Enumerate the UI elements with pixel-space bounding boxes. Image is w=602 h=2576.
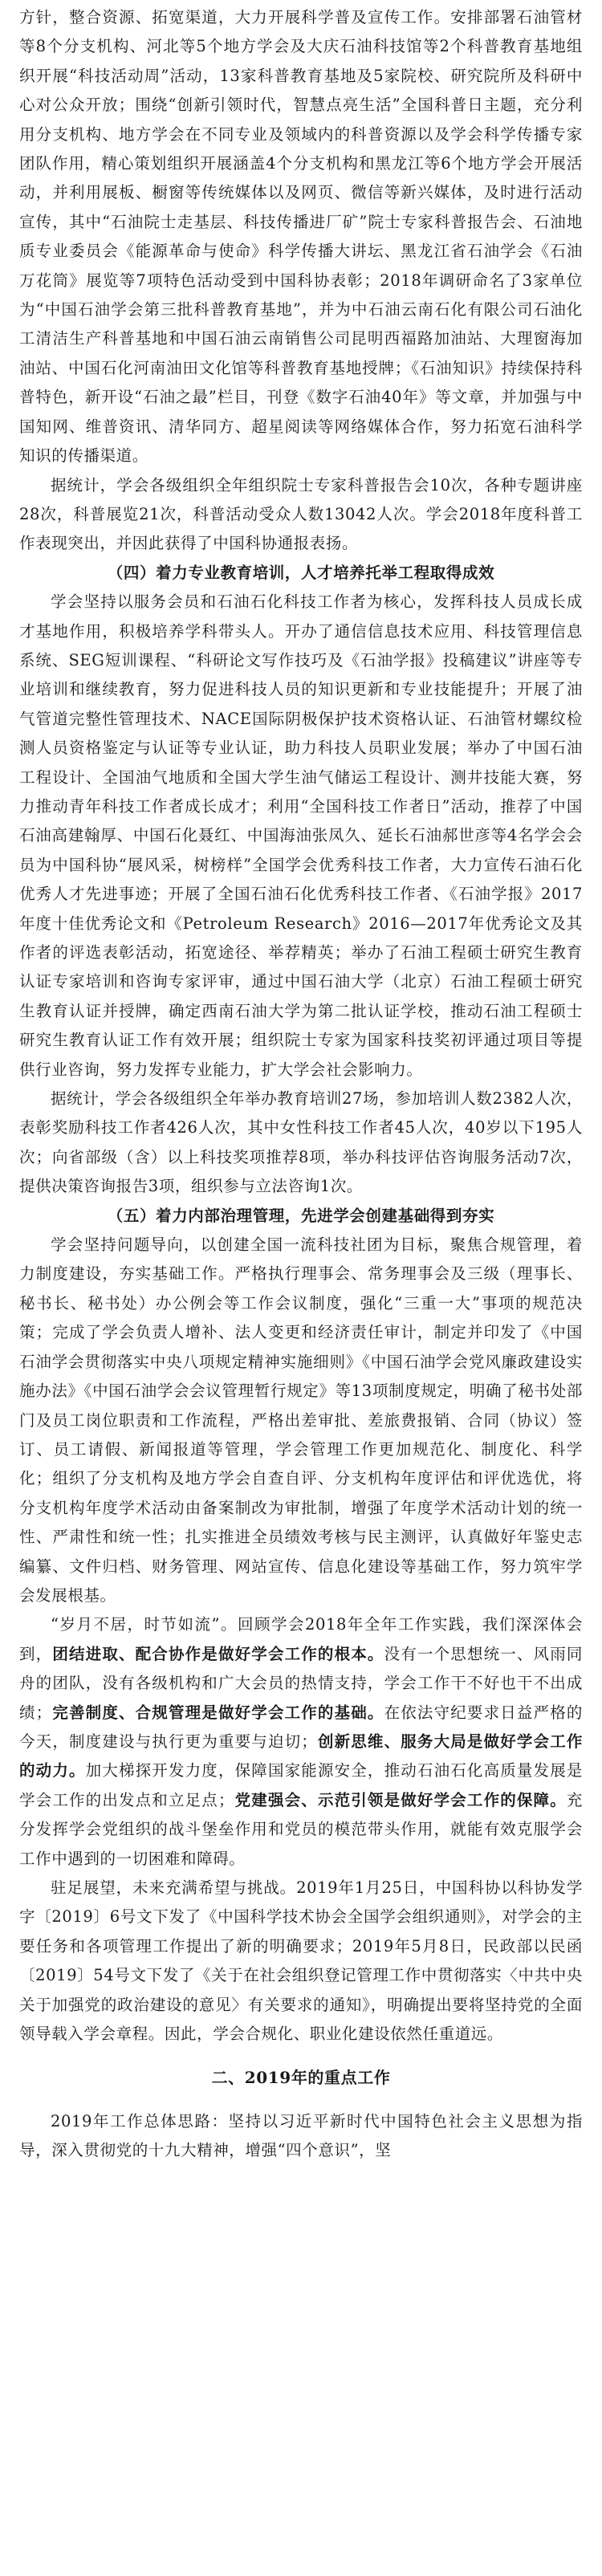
bold-principle-4: 党建强会、示范引领是做好学会工作的保障。 — [234, 1790, 567, 1809]
bold-principle-2: 完善制度、合规管理是做好学会工作的基础。 — [51, 1703, 384, 1722]
part-2-heading: 二、2019年的重点工作 — [211, 2068, 391, 2088]
paragraph-popular-science: 方针，整合资源、拓宽渠道，大力开展科学普及宣传工作。安排部署石油管材等8个分支机构、河北等5个地方学会及大庆石油科技馆等2个科普教育基地组织开展“科技活动周”活动，13家科普教育基地及5家院校、研究院所及科研中心对公众开放；围绕“创新引领时代，智慧点亮生活”全国科普日主题，充分利用分支机构、地方学会在不同专业及领域内的科普资源以及学会科学传播专家团队作用，精心策划组织开展涵盖4个分支机构和黑龙江等6个地方学会开展活动，并利用展板、橱窗等传统媒体以及网页、微信等新兴媒体，及时进行活动宣传，其中“石油院士走基层、科技传播进厂矿”院士专家科普报告会、石油地质专业委员会《能源革命与使命》科学传播大讲坛、黑龙江省石油学会《石油万花筒》展览等7项特色活动受到中国科协表彰；2018年调研命名了3家单位为“中国石油学会第三批科普教育基地”，并为中石油云南石化有限公司石油化工清洁生产科普基地和中国石油云南销售公司昆明西福路加油站、大理窗海加油站、中国石化河南油田文化馆等科普教育基地授牌；《石油知识》持续保持科普特色，新开设“石油之最”栏目，刊登《数字石油40年》等文章，并加强与中国知网、维普资讯、清华同方、超星阅读等网络媒体合作，努力拓宽石油科学知识的传播渠道。 — [19, 8, 583, 466]
paragraph-2019-approach: 2019年工作总体思路：坚持以习近平新时代中国特色社会主义思想为指导，深入贯彻党的十九大精神，增强“四个意识”，坚 — [19, 2111, 583, 2160]
paragraph-popular-science-stats: 据统计，学会各级组织全年组织院士专家科普报告会10次，各种专题讲座28次，科普展览21次，科普活动受众人数13042人次。学会2018年度科普工作表现突出，并因此获得了中国科协通报表扬。 — [19, 475, 583, 553]
section-4-heading: （四）着力专业教育培训，人才培养托举工程取得成效 — [107, 563, 495, 582]
text-run: 加大梯探开发力度，保障国家能源安全，推动石油石化高质量发展是学会工作的出发点和立足点； — [19, 1761, 583, 1809]
paragraph-internal-governance: 学会坚持问题导向，以创建全国一流科技社团为目标，聚焦合规管理，着力制度建设，夯实基础工作。严格执行理事会、常务理事会及三级（理事长、秘书长、秘书处）办公例会等工作会议制度，强化“三重一大”事项的规范决策；完成了学会负责人增补、法人变更和经济责任审计，制定并印发了《中国石油学会贯彻落实中央八项规定精神实施细则》《中国石油学会党风廉政建设实施办法》《中国石油学会会议管理暂行规定》等13项制度规定，明确了秘书处部门及员工岗位职责和工作流程，严格出差审批、差旅费报销、合同（协议）签订、员工请假、新闻报道等管理，学会管理工作更加规范化、制度化、科学化；组织了分支机构及地方学会自查自评、分支机构年度评估和评优选优，将分支机构年度学术活动由备案制改为审批制，增强了年度学术活动计划的统一性、严肃性和统一性；扎实推进全员绩效考核与民主测评，认真做好年鉴史志编纂、文件归档、财务管理、网站宣传、信息化建设等基础工作，努力筑牢学会发展根基。 — [19, 1235, 583, 1605]
paragraph-experience-summary — [19, 1610, 583, 1874]
text-run: 在依法守纪要求日益严格的今天，制度建设与执行更为重要与迫切； — [19, 1703, 583, 1751]
bold-principle-1: 团结进取、配合协作是做好学会工作的根本。 — [52, 1644, 384, 1663]
text-run: “岁月不居，时节如流”。回顾学会2018年全年工作实践，我们深深体会到， — [19, 1615, 583, 1663]
paragraph-outlook: 驻足展望，未来充满希望与挑战。2019年1月25日，中国科协以科协发学字〔2019〕6号文下发了《中国科学技术协会全国学会组织通则》，对学会的主要任务和各项管理工作提出了新的明确要求；2019年5月8日，民政部以民函〔2019〕54号文下发了《关于在社会组织登记管理工作中贯彻落实〈中共中央关于加强党的政治建设的意见〉有关要求的通知》，明确提出要将坚持党的全面领导载入学会章程。因此，学会合规化、职业化建设依然任重道远。 — [19, 1878, 583, 2044]
section-5-heading: （五）着力内部治理管理，先进学会创建基础得到夯实 — [107, 1206, 495, 1225]
text-run: 没有一个思想统一、风雨同舟的团队，没有各级机构和广大会员的热情支持，学会工作干不好也干不出成绩； — [19, 1644, 583, 1722]
bold-principle-3: 创新思维、服务大局是做好学会工作的动力。 — [19, 1732, 583, 1780]
text-run: 充分发挥学会党组织的战斗堡垒作用和党员的模范带头作用，就能有效克服学会工作中遇到的一切困难和障碍。 — [19, 1790, 583, 1868]
paragraph-education-stats: 据统计，学会各级组织全年举办教育培训27场，参加培训人数2382人次，表彰奖励科技工作者426人次，其中女性科技工作者45人次，40岁以下195人次；向省部级（含）以上科技奖项推荐8项，举办科技评估咨询服务活动7次，提供决策咨询报告3项，组织参与立法咨询1次。 — [19, 1089, 583, 1196]
paragraph-education-training: 学会坚持以服务会员和石油石化科技工作者为核心，发挥科技人员成长成才基地作用，积极培养学科带头人。开办了通信信息技术应用、科技管理信息系统、SEG短训课程、“科研论文写作技巧及《石油学报》投稿建议”讲座等专业培训和继续教育，努力促进科技人员的知识更新和专业技能提升；开展了油气管道完整性管理技术、NACE国际阴极保护技术资格认证、石油管材螺纹检测人员资格鉴定与认证等专业认证，助力科技人员职业发展；举办了中国石油工程设计、全国油气地质和全国大学生油气储运工程设计、测井技能大赛，努力推动青年科技工作者成长成才；利用“全国科技工作者日”活动，推荐了中国石油高建翰厚、中国石化聂红、中国海油张凤久、延长石油郝世彦等4名学会会员为中国科协“展风采，树榜样”全国学会优秀科技工作者，大力宣传石油石化优秀人才先进事迹；开展了全国石油石化优秀科技工作者、《石油学报》2017年度十佳优秀论文和《Petroleum Research》2016—2017年优秀论文及其作者的评选表彰活动，拓宽途径、举荐精英；举办了石油工程硕士研究生教育认证专家培训和咨询专家评审，通过中国石油大学（北京）石油工程硕士研究生教育认证并授牌，确定西南石油大学为第二批认证学校，推动石油工程硕士研究生教育认证工作有效开展；组织院士专家为国家科技奖初评通过项目等提供行业咨询，努力发挥专业能力，扩大学会社会影响力。 — [19, 592, 583, 1079]
